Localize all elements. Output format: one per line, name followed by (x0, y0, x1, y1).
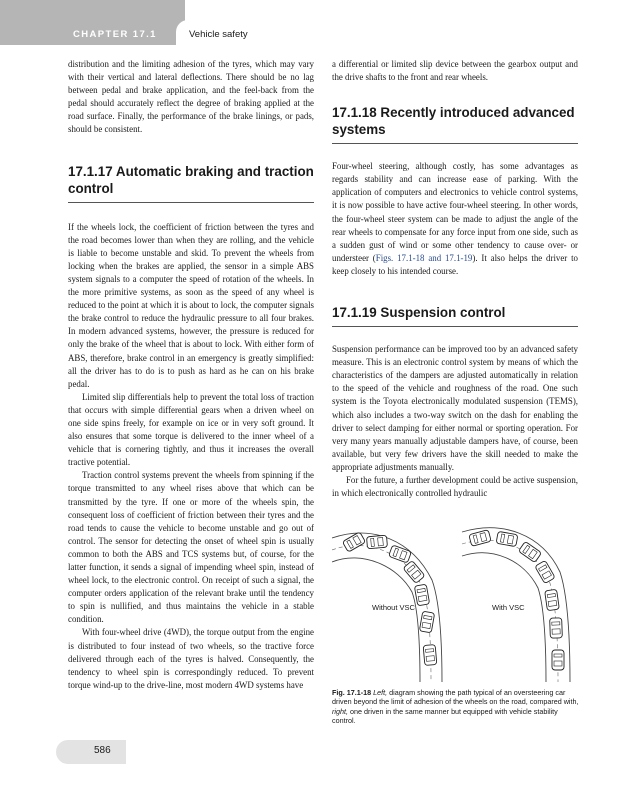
paragraph-text: Four-wheel steering, although costly, has some advantages as regards stability and can increase ease of parking. With the application of computers and electronics to vehicle control systems, it is now possible to have active four-wheel steering. In other words, the four-wheel steer system can be made to adjust the angle of the rear wheels to compensate for any force input from one side, such as a sudden gust of wind or some other tendency to cause over- or understeer ( (332, 161, 578, 263)
paragraph-four-wheel-steering (332, 160, 578, 278)
paragraph: For the future, a further development could be active suspension, in which electronically controlled hydraulic (332, 474, 578, 499)
paragraph: Suspension performance can be improved too by an advanced safety measure. This is an electronic control system by means of which the characteristics of the dampers are adjusted automatically in relation to the speed of the vehicle and roughness of the road. One such system is the Toyota electronically modulated suspension (TEMS), which also includes a two-way switch on the dash for enabling the driver to select damping for either normal or sporting operation. For very many years manually adjustable dampers have, of course, been available, but very few drivers have the skill needed to make the appropriate adjustments manually. (332, 344, 578, 472)
paragraph: With four-wheel drive (4WD), the torque output from the engine is distributed to four instead of two wheels, so the tractive force delivered through each of the tyres is halved. Consequently, the tendency to wheel spin is correspondingly reduced. To prevent torque wind-up to the drive-line, most modern 4WD systems have (68, 627, 314, 690)
figure-caption (332, 688, 582, 726)
vsc-figure (332, 510, 582, 682)
chapter-label: CHAPTER 17.1 (73, 29, 157, 40)
figure-reference-link[interactable]: Figs. 17.1-18 and 17.1-19 (375, 252, 473, 263)
paragraph: Traction control systems prevent the wheels from spinning if the torque transmitted to any wheel rises above that which can be transmitted by the tyre. If one or more of the wheels spin, the consequent loss of coefficient of friction between their tyres and the road tends to cause the vehicle to become unstable and go out of control. The sensor for detecting the onset of wheel spin is usually common to both the ABS and TCS systems but, of course, for the latter function, it sends a signal of impending wheel spin, instead of wheel lock, to the electronic control. On receipt of such a signal, the computer orders application of the relevant brake until the tendency to spin is nullified, and thus maintains the vehicle in a stable condition. (68, 470, 314, 625)
label-without-vsc: Without VSC (372, 603, 415, 612)
paragraph-text: ). It also helps the driver to keep closely to his intended course. (332, 252, 578, 276)
right-column (332, 58, 578, 500)
left-column (68, 58, 314, 692)
car-with-vsc (469, 530, 564, 670)
caption-text-end: one driven in the same manner but equipped with vehicle stability control. (332, 706, 558, 726)
heading-17-1-19: 17.1.19 Suspension control (332, 304, 578, 327)
caption-text: diagram showing the path typical of an oversteering car driven beyond the limit of adhesion of the wheels on the road, compared with, (332, 688, 579, 707)
heading-17-1-17: 17.1.17 Automatic braking and traction control (68, 163, 314, 203)
car-without-vsc (342, 532, 437, 666)
caption-left-word: Left, (373, 688, 388, 697)
paragraph: distribution and the limiting adhesion of the tyres, which may vary with their vertical and lateral deflections. There should be no lag between pedal and brake application, and the feel-back from the pedal should accurately reflect the degree of braking applied at the road surface. Finally, the performance of the brake linings, or pads, should be consistent. (68, 59, 314, 135)
paragraph: If the wheels lock, the coefficient of friction between the tyres and the road becomes lower than when they are rolling, and the vehicle is liable to become unstable and skid. To prevent the wheels from locking when the brakes are applied, the sensor in a simple ABS system signals to a computer the speed of rotation of the wheels. In the more primitive systems, as soon as the speed of any wheel is reduced to the point at which it is about to lock, the computer signals the brake control to reduce the hydraulic pressure to all four brakes. In modern advanced systems, however, the pressure is reduced for only the brake of the wheel that is about to lock. With either form of ABS, therefore, brake control in an emergency is greatly simplified: all the driver has to do is to push as hard as he can on his brake pedal. (68, 221, 314, 389)
page-number-tab (56, 740, 126, 764)
caption-right-word: right, (332, 706, 348, 716)
caption-figure-number: Fig. 17.1-18 (332, 688, 372, 697)
paragraph: Limited slip differentials help to prevent the total loss of traction that occurs with simple differential gears when a driven wheel on one side spins freely, for example on ice or in very soft ground. It also ensures that some torque is delivered to the inner wheel of a vehicle that is cornering tightly, and thus it increases the overall tractive potential. (68, 391, 314, 468)
label-with-vsc: With VSC (492, 603, 525, 612)
heading-17-1-18: 17.1.18 Recently introduced advanced systems (332, 104, 578, 144)
page-number: 586 (94, 745, 111, 756)
section-title: Vehicle safety (189, 29, 248, 40)
paragraph: a differential or limited slip device between the gearbox output and the drive shafts to the front and rear wheels. (332, 59, 578, 83)
